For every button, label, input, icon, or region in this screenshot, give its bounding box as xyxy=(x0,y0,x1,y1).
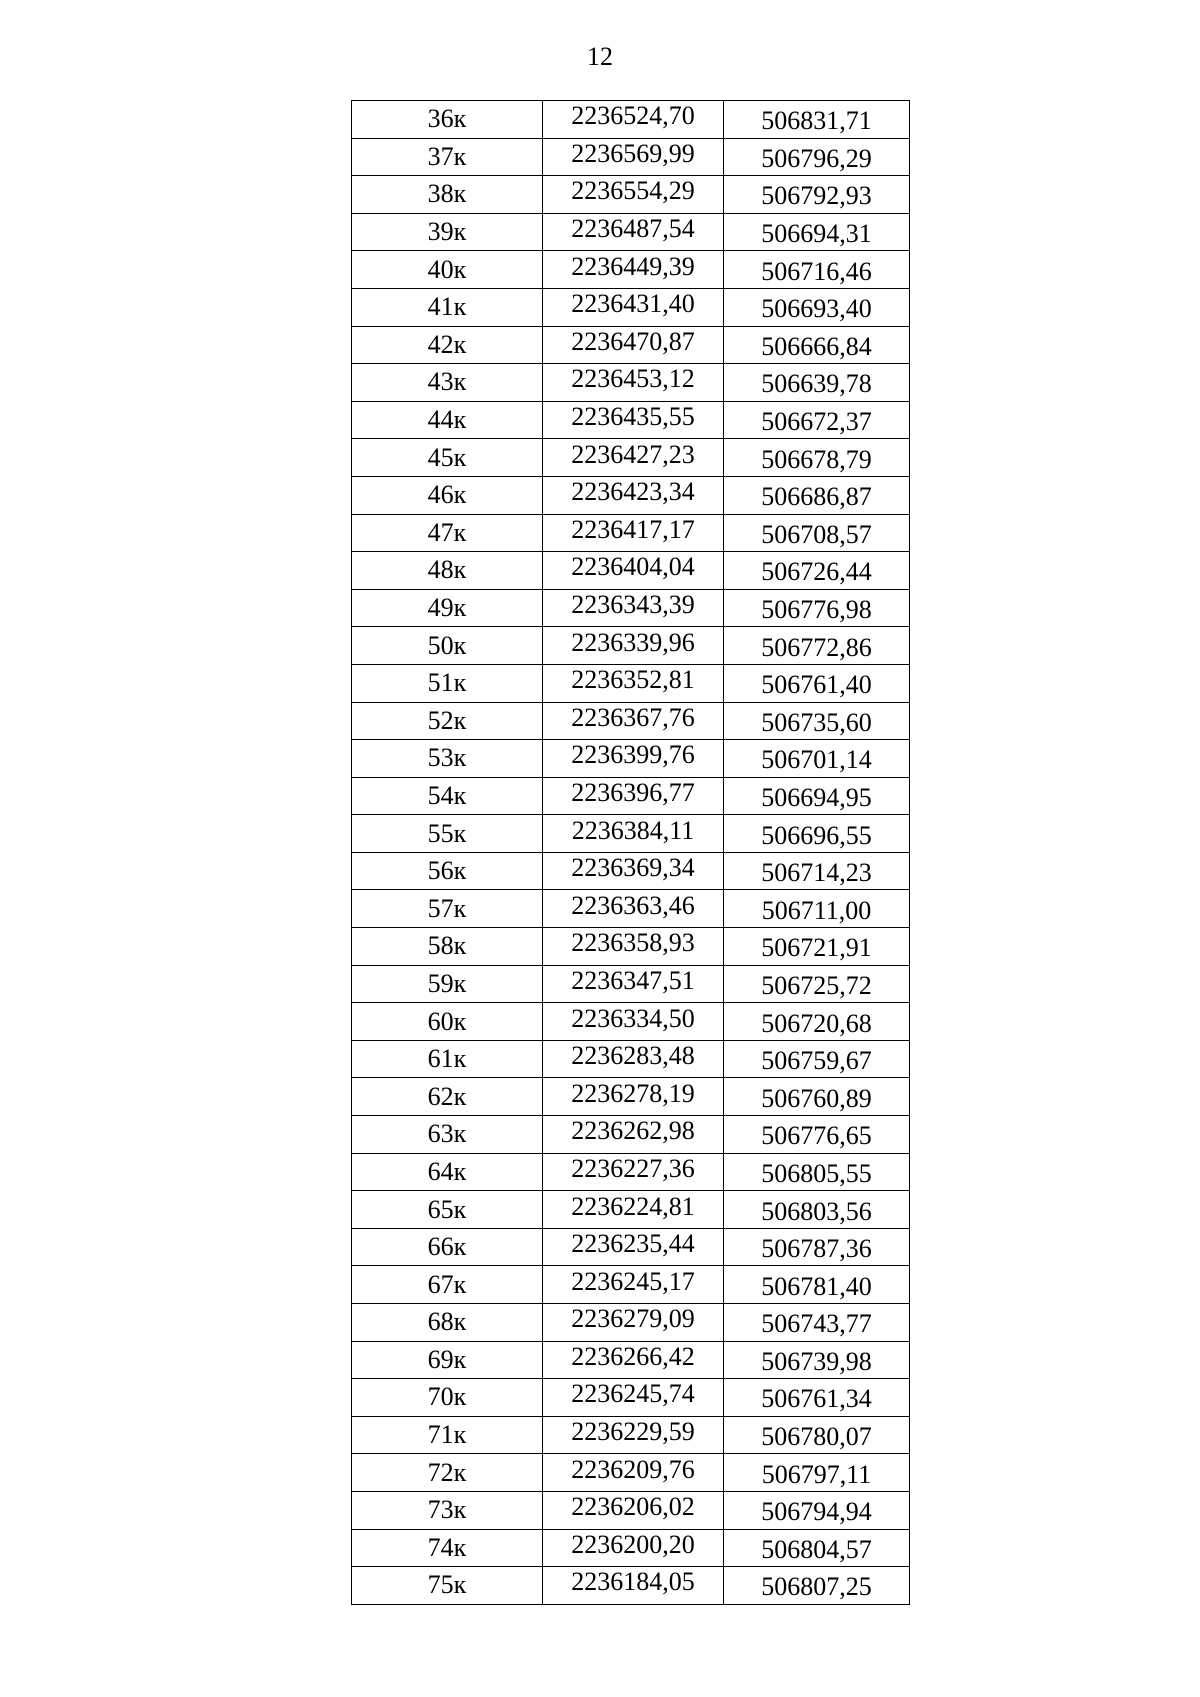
x-coordinate-cell: 2236427,23 xyxy=(543,436,724,474)
y-coordinate-cell: 506696,55 xyxy=(724,817,910,855)
point-number-cell: 57к xyxy=(352,890,543,928)
y-coordinate-cell: 506694,95 xyxy=(724,779,910,817)
point-number-cell: 68к xyxy=(352,1304,543,1342)
table-row xyxy=(352,1153,910,1191)
y-coordinate-cell: 506805,55 xyxy=(724,1155,910,1193)
table-row xyxy=(352,1116,910,1154)
x-coordinate-cell: 2236487,54 xyxy=(543,210,724,248)
table-row xyxy=(352,627,910,665)
y-coordinate-cell: 506796,29 xyxy=(724,140,910,178)
y-coordinate-cell: 506694,31 xyxy=(724,215,910,253)
x-coordinate-cell: 2236449,39 xyxy=(543,248,724,286)
point-number-cell: 40к xyxy=(352,251,543,289)
x-coordinate-cell: 2236262,98 xyxy=(543,1113,724,1151)
x-coordinate-cell: 2236358,93 xyxy=(543,925,724,963)
table-row xyxy=(352,815,910,853)
point-number-cell: 64к xyxy=(352,1153,543,1191)
table-row xyxy=(352,1191,910,1229)
x-coordinate-cell: 2236224,81 xyxy=(543,1188,724,1226)
x-coordinate-cell: 2236200,20 xyxy=(543,1526,724,1564)
y-coordinate-cell: 506725,72 xyxy=(724,967,910,1005)
table-row xyxy=(352,1567,910,1605)
point-number-cell: 61к xyxy=(352,1040,543,1078)
table-row xyxy=(352,1078,910,1116)
x-coordinate-cell: 2236453,12 xyxy=(543,361,724,399)
y-coordinate-cell: 506780,07 xyxy=(724,1418,910,1456)
y-coordinate-cell: 506792,93 xyxy=(724,178,910,216)
point-number-cell: 44к xyxy=(352,401,543,439)
y-coordinate-cell: 506726,44 xyxy=(724,554,910,592)
y-coordinate-cell: 506804,57 xyxy=(724,1531,910,1569)
x-coordinate-cell: 2236206,02 xyxy=(543,1488,724,1526)
point-number-cell: 62к xyxy=(352,1078,543,1116)
table-row xyxy=(352,1529,910,1567)
x-coordinate-cell: 2236334,50 xyxy=(543,1000,724,1038)
y-coordinate-cell: 506678,79 xyxy=(724,441,910,479)
y-coordinate-cell: 506787,36 xyxy=(724,1230,910,1268)
y-coordinate-cell: 506672,37 xyxy=(724,403,910,441)
x-coordinate-cell: 2236184,05 xyxy=(543,1564,724,1602)
point-number-cell: 51к xyxy=(352,664,543,702)
table-row xyxy=(352,702,910,740)
table-row xyxy=(352,1003,910,1041)
y-coordinate-cell: 506708,57 xyxy=(724,516,910,554)
x-coordinate-cell: 2236245,74 xyxy=(543,1376,724,1414)
table-row xyxy=(352,1491,910,1529)
x-coordinate-cell: 2236435,55 xyxy=(543,398,724,436)
x-coordinate-cell: 2236369,34 xyxy=(543,849,724,887)
point-number-cell: 65к xyxy=(352,1191,543,1229)
x-coordinate-cell: 2236266,42 xyxy=(543,1338,724,1376)
table-row xyxy=(352,514,910,552)
point-number-cell: 56к xyxy=(352,852,543,890)
table-row xyxy=(352,364,910,402)
point-number-cell: 47к xyxy=(352,514,543,552)
table-row xyxy=(352,777,910,815)
point-number-cell: 66к xyxy=(352,1228,543,1266)
table-row xyxy=(352,251,910,289)
y-coordinate-cell: 506761,34 xyxy=(724,1381,910,1419)
y-coordinate-cell: 506739,98 xyxy=(724,1343,910,1381)
x-coordinate-cell: 2236524,70 xyxy=(543,98,724,136)
point-number-cell: 73к xyxy=(352,1491,543,1529)
point-number-cell: 52к xyxy=(352,702,543,740)
table-row xyxy=(352,1379,910,1417)
point-number-cell: 53к xyxy=(352,740,543,778)
x-coordinate-cell: 2236235,44 xyxy=(543,1225,724,1263)
x-coordinate-cell: 2236569,99 xyxy=(543,135,724,173)
y-coordinate-cell: 506797,11 xyxy=(724,1456,910,1494)
point-number-cell: 43к xyxy=(352,364,543,402)
x-coordinate-cell: 2236227,36 xyxy=(543,1150,724,1188)
point-number-cell: 54к xyxy=(352,777,543,815)
x-coordinate-cell: 2236363,46 xyxy=(543,887,724,925)
table-row xyxy=(352,1341,910,1379)
table-row xyxy=(352,1266,910,1304)
point-number-cell: 74к xyxy=(352,1529,543,1567)
table-row xyxy=(352,965,910,1003)
x-coordinate-cell: 2236245,17 xyxy=(543,1263,724,1301)
table-row xyxy=(352,401,910,439)
table-row xyxy=(352,101,910,139)
table-row xyxy=(352,476,910,514)
point-number-cell: 42к xyxy=(352,326,543,364)
y-coordinate-cell: 506760,89 xyxy=(724,1080,910,1118)
point-number-cell: 50к xyxy=(352,627,543,665)
table-row xyxy=(352,928,910,966)
point-number-cell: 70к xyxy=(352,1379,543,1417)
point-number-cell: 49к xyxy=(352,589,543,627)
y-coordinate-cell: 506716,46 xyxy=(724,253,910,291)
y-coordinate-cell: 506776,65 xyxy=(724,1118,910,1156)
y-coordinate-cell: 506666,84 xyxy=(724,328,910,366)
y-coordinate-cell: 506639,78 xyxy=(724,366,910,404)
table-row xyxy=(352,1040,910,1078)
x-coordinate-cell: 2236339,96 xyxy=(543,624,724,662)
table-row xyxy=(352,890,910,928)
y-coordinate-cell: 506803,56 xyxy=(724,1193,910,1231)
table-row xyxy=(352,176,910,214)
y-coordinate-cell: 506794,94 xyxy=(724,1493,910,1531)
point-number-cell: 39к xyxy=(352,213,543,251)
y-coordinate-cell: 506807,25 xyxy=(724,1569,910,1607)
x-coordinate-cell: 2236347,51 xyxy=(543,962,724,1000)
table-row xyxy=(352,1228,910,1266)
table-row xyxy=(352,326,910,364)
x-coordinate-cell: 2236423,34 xyxy=(543,473,724,511)
point-number-cell: 69к xyxy=(352,1341,543,1379)
point-number-cell: 63к xyxy=(352,1116,543,1154)
y-coordinate-cell: 506776,98 xyxy=(724,591,910,629)
x-coordinate-cell: 2236367,76 xyxy=(543,699,724,737)
y-coordinate-cell: 506686,87 xyxy=(724,478,910,516)
table-row xyxy=(352,439,910,477)
x-coordinate-cell: 2236384,11 xyxy=(543,812,724,850)
x-coordinate-cell: 2236470,87 xyxy=(543,323,724,361)
x-coordinate-cell: 2236209,76 xyxy=(543,1451,724,1489)
x-coordinate-cell: 2236554,29 xyxy=(543,173,724,211)
point-number-cell: 48к xyxy=(352,552,543,590)
x-coordinate-cell: 2236404,04 xyxy=(543,549,724,587)
point-number-cell: 60к xyxy=(352,1003,543,1041)
page-number: 12 xyxy=(587,42,613,71)
point-number-cell: 45к xyxy=(352,439,543,477)
point-number-cell: 71к xyxy=(352,1416,543,1454)
point-number-cell: 75к xyxy=(352,1567,543,1605)
y-coordinate-cell: 506743,77 xyxy=(724,1306,910,1344)
y-coordinate-cell: 506759,67 xyxy=(724,1042,910,1080)
point-number-cell: 58к xyxy=(352,928,543,966)
table-row xyxy=(352,1454,910,1492)
y-coordinate-cell: 506761,40 xyxy=(724,666,910,704)
x-coordinate-cell: 2236229,59 xyxy=(543,1413,724,1451)
point-number-cell: 59к xyxy=(352,965,543,1003)
table-row xyxy=(352,288,910,326)
point-number-cell: 46к xyxy=(352,476,543,514)
y-coordinate-cell: 506701,14 xyxy=(724,742,910,780)
point-number-cell: 38к xyxy=(352,176,543,214)
x-coordinate-cell: 2236278,19 xyxy=(543,1075,724,1113)
table-row xyxy=(352,1304,910,1342)
y-coordinate-cell: 506735,60 xyxy=(724,704,910,742)
table-row xyxy=(352,852,910,890)
x-coordinate-cell: 2236343,39 xyxy=(543,586,724,624)
table-row xyxy=(352,213,910,251)
point-number-cell: 72к xyxy=(352,1454,543,1492)
x-coordinate-cell: 2236431,40 xyxy=(543,285,724,323)
point-number-cell: 36к xyxy=(352,101,543,139)
y-coordinate-cell: 506714,23 xyxy=(724,854,910,892)
coordinates-table xyxy=(351,100,910,1605)
y-coordinate-cell: 506721,91 xyxy=(724,930,910,968)
y-coordinate-cell: 506772,86 xyxy=(724,629,910,667)
point-number-cell: 37к xyxy=(352,138,543,176)
x-coordinate-cell: 2236396,77 xyxy=(543,774,724,812)
x-coordinate-cell: 2236352,81 xyxy=(543,661,724,699)
x-coordinate-cell: 2236399,76 xyxy=(543,737,724,775)
table-row xyxy=(352,740,910,778)
point-number-cell: 55к xyxy=(352,815,543,853)
x-coordinate-cell: 2236283,48 xyxy=(543,1037,724,1075)
y-coordinate-cell: 506781,40 xyxy=(724,1268,910,1306)
x-coordinate-cell: 2236279,09 xyxy=(543,1301,724,1339)
y-coordinate-cell: 506693,40 xyxy=(724,290,910,328)
point-number-cell: 67к xyxy=(352,1266,543,1304)
table-row xyxy=(352,664,910,702)
table-row xyxy=(352,552,910,590)
table-row xyxy=(352,589,910,627)
y-coordinate-cell: 506720,68 xyxy=(724,1005,910,1043)
point-number-cell: 41к xyxy=(352,288,543,326)
coordinates-table-body xyxy=(352,101,910,1605)
table-row xyxy=(352,1416,910,1454)
table-row xyxy=(352,138,910,176)
y-coordinate-cell: 506711,00 xyxy=(724,892,910,930)
y-coordinate-cell: 506831,71 xyxy=(724,103,910,141)
x-coordinate-cell: 2236417,17 xyxy=(543,511,724,549)
